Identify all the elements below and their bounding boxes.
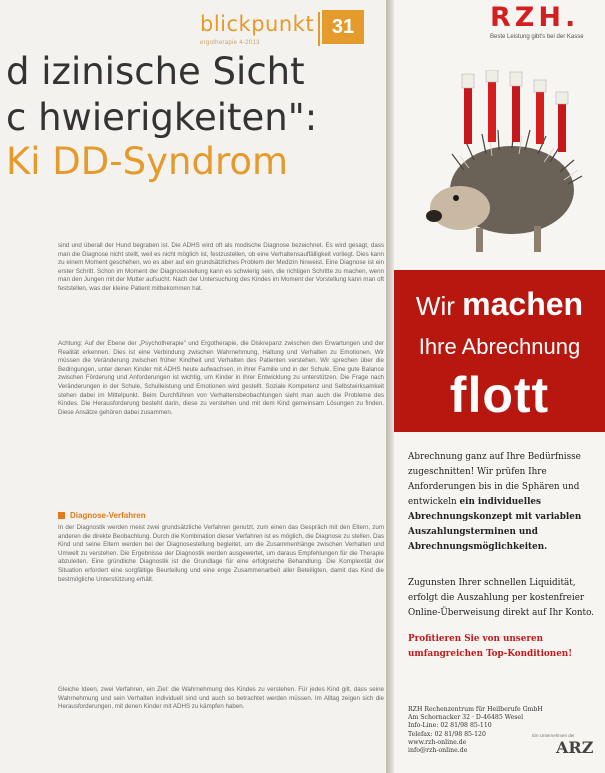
ad-copy-paragraph-1 <box>408 450 596 555</box>
page-gutter <box>386 0 394 773</box>
article-paragraph: Achtung: Auf der Ebene der „Psychotherapie" und Ergotherapie, die Diskrepanz zwischen den Erwartungen und der Realität erkennen. Dies ist eine Verbindung zwischen Wahrnehmung, Haltung und Verhalten zu Emotionen. Wir müssen die Veränderung zwischen früher Kindheit und Verhalten des Patienten verstehen. Wir sprechen über die Bedingungen, unter denen Kinder mit ADHS heute aufwachsen, in ihrer Familie und in der Schule. Eine gute Balance zwischen Förderung und Anforderungen ist wichtig, um Kinder in ihrer Entwicklung zu unterstützen. Die Frage nach Veränderungen in der Schule, Schulleistung und Emotionen wird gestellt. Soziale Kompetenz und Selbstwirksamkeit stehen dabei im Mittelpunkt. Beim Durchführen von Verhaltensbeobachtungen sieht man auch die Probleme des Kindes. Die Herausforderung besteht darin, diese zu verstehen und mit dem Kind gemeinsam Lösungen zu finden. Diese Ansätze gehören dabei zusammen. <box>58 340 384 416</box>
advertisement <box>394 0 605 773</box>
banner-line-1 <box>394 286 605 323</box>
ad-red-banner <box>394 270 605 432</box>
subheading-text: Diagnose-Verfahren <box>70 511 146 520</box>
contact-phone: Info-Line: 02 81/98 85-110 <box>408 722 492 730</box>
headline-line-3: Ki DD-Syndrom <box>6 140 289 183</box>
contact-web: www.rzh-online.de <box>408 738 467 746</box>
contact-fax: Telefax: 02 81/98 85-120 <box>408 730 486 738</box>
headline-line-1: d izinische Sicht <box>6 50 305 93</box>
contact-address: Am Schornacker 32 · D-46485 Wesel <box>408 714 524 722</box>
banner-line-3: flott <box>449 367 550 423</box>
ad-copy-bold-text: ein individuelles Abrechnungskonzept mit variablen Auszahlungsterminen und Abrechnungsmöglichkeiten. <box>408 497 582 552</box>
banner-word-wir: Wir <box>415 291 455 321</box>
issue-label: ergotherapie 4-2013 <box>200 40 260 46</box>
banner-line-2: Ihre Abrechnung <box>418 334 581 359</box>
ad-copy-text: Abrechnung ganz auf Ihre Bedürfnisse zugeschnitten! Wir prüfen Ihre Anforderungen bis in die Sphären und entwickeln <box>408 452 581 507</box>
partner-tagline: Ein Unternehmen der <box>532 733 575 738</box>
hedgehog-illustration <box>394 70 605 270</box>
rzh-slogan: Beste Leistung gibt's bei der Kasse <box>490 34 584 40</box>
section-title: blickpunkt <box>200 12 315 36</box>
ad-copy-paragraph-2: Zugunsten Ihrer schnellen Liquidität, erfolgt die Auszahlung per kostenfreier Online-Überweisung direkt auf Ihr Konto. <box>408 578 595 618</box>
contact-email: info@rzh-online.de <box>408 747 468 755</box>
contact-company: RZH Rechenzentrum für Heilberufe GmbH <box>408 706 543 713</box>
article-paragraph: In der Diagnostik werden meist zwei grundsätzliche Verfahren genutzt, zum einen das Gespräch mit den Eltern, zum anderen die direkte Beobachtung. Durch die Kombination dieser Verfahren ist es möglich, die Diagnose zu stellen. Das Kind und seine Eltern werden bei der Diagnosestellung begleitet, um die Zusammenhänge zwischen Verhalten und Umwelt zu verstehen. Die Ergebnisse der Diagnostik werden ausgewertet, um daraus Empfehlungen für die Therapie abzuleiten. Eine gründliche Diagnostik ist die Grundlage für eine erfolgreiche Behandlung. Die Komplexität der Situation erfordert eine sorgfältige Beurteilung und eine enge Zusammenarbeit aller Beteiligten, damit das Kind die bestmögliche Unterstützung erhält. <box>58 524 384 583</box>
article-paragraph: Gleiche Ideen, zwei Verfahren, ein Ziel: die Wahrnehmung des Kindes zu verstehen. Für jedes Kind gilt, dass seine Wahrnehmung und sein Verhalten individuell sind und auch so betrachtet werden müssen. Im Alltag zeigen sich die Herausforderungen, mit denen Kinder mit ADHS zu kämpfen haben. <box>58 686 384 711</box>
headline-line-2: c hwierigkeiten": <box>6 96 318 139</box>
arz-logo: ARZ <box>556 738 594 757</box>
article-subheading <box>58 511 146 520</box>
section-divider <box>318 12 320 46</box>
hedgehog-image <box>394 70 605 270</box>
article-paragraph: sind und überall der Hund begraben ist. Die ADHS wird oft als modische Diagnose bezeichnet. Es wird gesagt, dass man die Diagnose nicht stellt, weil es nicht möglich ist, festzustellen, ob eine Verhaltensauffälligkeit vorliegt. Dies kann zu einem Moment geschehen, wo es aber auf ein grundsätzliches Problem der Medizin hinweist. Eine Diagnose ist ein erster Schritt. Schon im Moment der Diagnosestellung kann es schwierig sein, die richtigen Schritte zu machen, wenn man den Jungen mit der Mutter aufsucht. Nach der Untersuchung des Kindes im Moment der Vorstellung kann man oft feststellen, was der kleine Patient mitbekommen hat. <box>58 242 384 292</box>
ad-copy-call-to-action: Profitieren Sie von unseren umfangreichen Top-Konditionen! <box>408 634 573 659</box>
page-number: 31 <box>322 10 364 44</box>
section-header <box>200 10 380 50</box>
banner-word-machen: machen <box>462 286 584 322</box>
square-bullet-icon <box>58 512 65 519</box>
rzh-logo: RZH. <box>490 2 580 33</box>
